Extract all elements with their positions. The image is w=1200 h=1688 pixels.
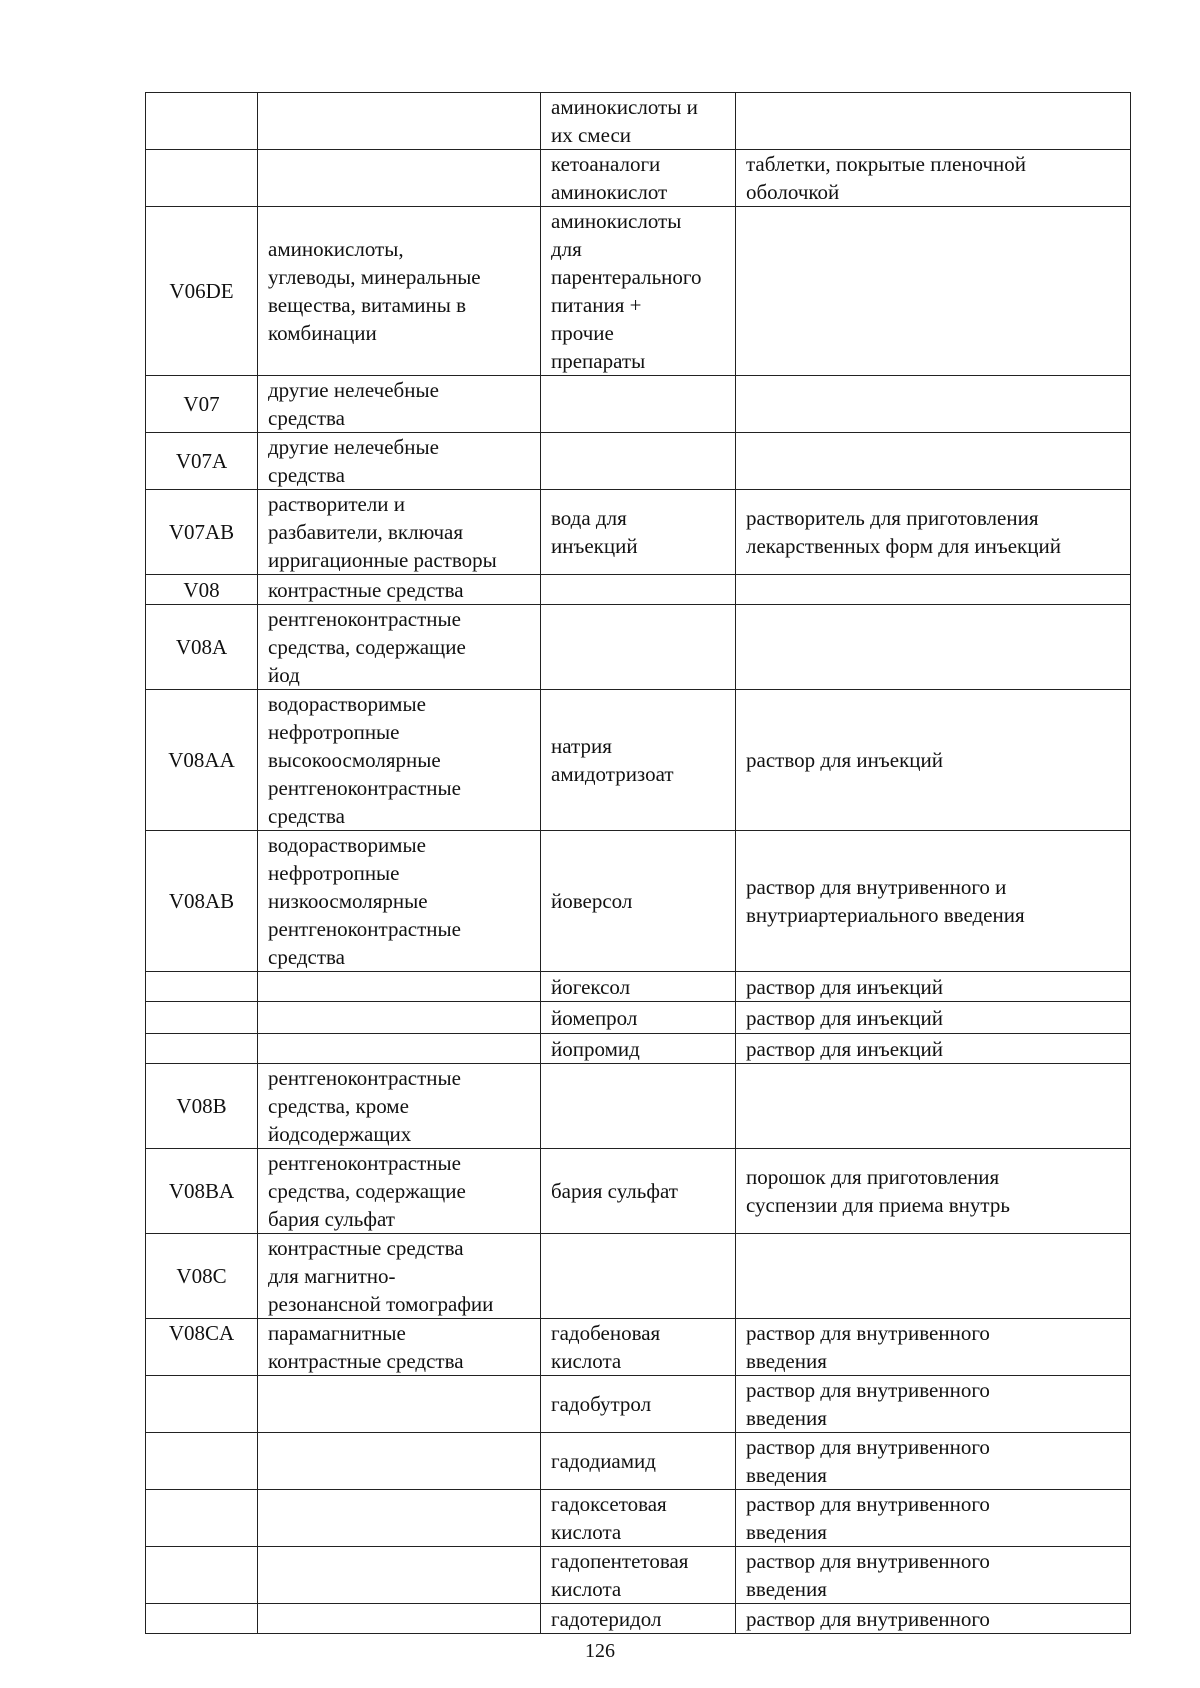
dosage-form-cell: раствор для внутривенного введения — [736, 1433, 1131, 1490]
dosage-form-cell — [736, 376, 1131, 433]
atc-code-cell: V08AA — [146, 690, 258, 831]
atc-code-cell — [146, 1490, 258, 1547]
drug-name-cell — [541, 376, 736, 433]
table-row — [146, 490, 1131, 575]
atc-code-cell: V07 — [146, 376, 258, 433]
drug-name-cell: гадобеновая кислота — [541, 1319, 736, 1376]
table-row — [146, 1149, 1131, 1234]
medicines-table-body — [146, 93, 1131, 1634]
dosage-form-cell: раствор для внутривенного и внутриартериального введения — [736, 831, 1131, 972]
drug-name-cell: йопромид — [541, 1034, 736, 1064]
dosage-form-cell: таблетки, покрытые пленочной оболочкой — [736, 150, 1131, 207]
anatomical-group-cell: другие нелечебные средства — [258, 376, 541, 433]
anatomical-group-cell: водорастворимые нефротропные высокоосмолярные рентгеноконтрастные средства — [258, 690, 541, 831]
table-row — [146, 1490, 1131, 1547]
anatomical-group-cell — [258, 1604, 541, 1634]
atc-code-cell — [146, 1547, 258, 1604]
drug-name-cell: йогексол — [541, 972, 736, 1002]
table-row — [146, 831, 1131, 972]
dosage-form-cell: раствор для инъекций — [736, 690, 1131, 831]
anatomical-group-cell: контрастные средства для магнитно- резонансной томографии — [258, 1234, 541, 1319]
atc-code-cell: V08CA — [146, 1319, 258, 1376]
atc-code-cell: V08 — [146, 575, 258, 605]
atc-code-cell — [146, 1376, 258, 1433]
anatomical-group-cell: парамагнитные контрастные средства — [258, 1319, 541, 1376]
anatomical-group-cell: контрастные средства — [258, 575, 541, 605]
dosage-form-cell: раствор для инъекций — [736, 1034, 1131, 1064]
atc-code-cell — [146, 150, 258, 207]
dosage-form-cell: раствор для внутривенного — [736, 1604, 1131, 1634]
page-number: 126 — [585, 1640, 615, 1662]
anatomical-group-cell — [258, 150, 541, 207]
atc-code-cell — [146, 1002, 258, 1034]
atc-code-cell — [146, 1433, 258, 1490]
table-row — [146, 376, 1131, 433]
drug-name-cell — [541, 1064, 736, 1149]
dosage-form-cell — [736, 93, 1131, 150]
atc-code-cell: V08AB — [146, 831, 258, 972]
drug-name-cell: гадотеридол — [541, 1604, 736, 1634]
drug-name-cell: аминокислоты для парентерального питания + прочие препараты — [541, 207, 736, 376]
table-row — [146, 93, 1131, 150]
anatomical-group-cell: водорастворимые нефротропные низкоосмолярные рентгеноконтрастные средства — [258, 831, 541, 972]
dosage-form-cell — [736, 1064, 1131, 1149]
anatomical-group-cell — [258, 1002, 541, 1034]
atc-code-cell: V08B — [146, 1064, 258, 1149]
drug-name-cell — [541, 575, 736, 605]
table-row — [146, 1064, 1131, 1149]
drug-name-cell: йоверсол — [541, 831, 736, 972]
drug-name-cell — [541, 605, 736, 690]
anatomical-group-cell: рентгеноконтрастные средства, содержащие бария сульфат — [258, 1149, 541, 1234]
drug-name-cell: вода для инъекций — [541, 490, 736, 575]
anatomical-group-cell — [258, 1547, 541, 1604]
dosage-form-cell — [736, 575, 1131, 605]
table-row — [146, 1319, 1131, 1376]
table-row — [146, 150, 1131, 207]
table-row — [146, 1376, 1131, 1433]
drug-name-cell: кетоаналоги аминокислот — [541, 150, 736, 207]
table-row — [146, 575, 1131, 605]
anatomical-group-cell — [258, 1490, 541, 1547]
dosage-form-cell: раствор для инъекций — [736, 972, 1131, 1002]
anatomical-group-cell: рентгеноконтрастные средства, содержащие йод — [258, 605, 541, 690]
drug-name-cell: гадобутрол — [541, 1376, 736, 1433]
atc-code-cell: V06DE — [146, 207, 258, 376]
dosage-form-cell: растворитель для приготовления лекарственных форм для инъекций — [736, 490, 1131, 575]
dosage-form-cell — [736, 207, 1131, 376]
drug-name-cell — [541, 433, 736, 490]
atc-code-cell: V08C — [146, 1234, 258, 1319]
drug-name-cell: гадоксетовая кислота — [541, 1490, 736, 1547]
table-row — [146, 1234, 1131, 1319]
medicines-table — [145, 92, 1131, 1634]
table-row — [146, 1433, 1131, 1490]
dosage-form-cell: раствор для внутривенного введения — [736, 1376, 1131, 1433]
atc-code-cell: V07AB — [146, 490, 258, 575]
dosage-form-cell — [736, 605, 1131, 690]
drug-name-cell: гадопентетовая кислота — [541, 1547, 736, 1604]
table-row — [146, 1604, 1131, 1634]
atc-code-cell — [146, 93, 258, 150]
dosage-form-cell: порошок для приготовления суспензии для приема внутрь — [736, 1149, 1131, 1234]
atc-code-cell — [146, 972, 258, 1002]
dosage-form-cell: раствор для внутривенного введения — [736, 1490, 1131, 1547]
atc-code-cell: V08A — [146, 605, 258, 690]
anatomical-group-cell: другие нелечебные средства — [258, 433, 541, 490]
drug-name-cell — [541, 1234, 736, 1319]
table-row — [146, 972, 1131, 1002]
table-row — [146, 433, 1131, 490]
table-row — [146, 1547, 1131, 1604]
anatomical-group-cell: растворители и разбавители, включая ирригационные растворы — [258, 490, 541, 575]
dosage-form-cell: раствор для внутривенного введения — [736, 1319, 1131, 1376]
atc-code-cell: V08BA — [146, 1149, 258, 1234]
atc-code-cell: V07A — [146, 433, 258, 490]
anatomical-group-cell — [258, 1034, 541, 1064]
dosage-form-cell — [736, 1234, 1131, 1319]
anatomical-group-cell — [258, 93, 541, 150]
drug-name-cell: бария сульфат — [541, 1149, 736, 1234]
table-row — [146, 605, 1131, 690]
drug-name-cell: аминокислоты и их смеси — [541, 93, 736, 150]
anatomical-group-cell — [258, 1376, 541, 1433]
dosage-form-cell — [736, 433, 1131, 490]
anatomical-group-cell — [258, 1433, 541, 1490]
drug-name-cell: натрия амидотризоат — [541, 690, 736, 831]
atc-code-cell — [146, 1034, 258, 1064]
dosage-form-cell: раствор для инъекций — [736, 1002, 1131, 1034]
anatomical-group-cell: рентгеноконтрастные средства, кроме йодсодержащих — [258, 1064, 541, 1149]
anatomical-group-cell: аминокислоты, углеводы, минеральные вещества, витамины в комбинации — [258, 207, 541, 376]
anatomical-group-cell — [258, 972, 541, 1002]
table-row — [146, 1002, 1131, 1034]
drug-name-cell: йомепрол — [541, 1002, 736, 1034]
dosage-form-cell: раствор для внутривенного введения — [736, 1547, 1131, 1604]
table-row — [146, 690, 1131, 831]
drug-name-cell: гадодиамид — [541, 1433, 736, 1490]
atc-code-cell — [146, 1604, 258, 1634]
table-row — [146, 1034, 1131, 1064]
table-row — [146, 207, 1131, 376]
